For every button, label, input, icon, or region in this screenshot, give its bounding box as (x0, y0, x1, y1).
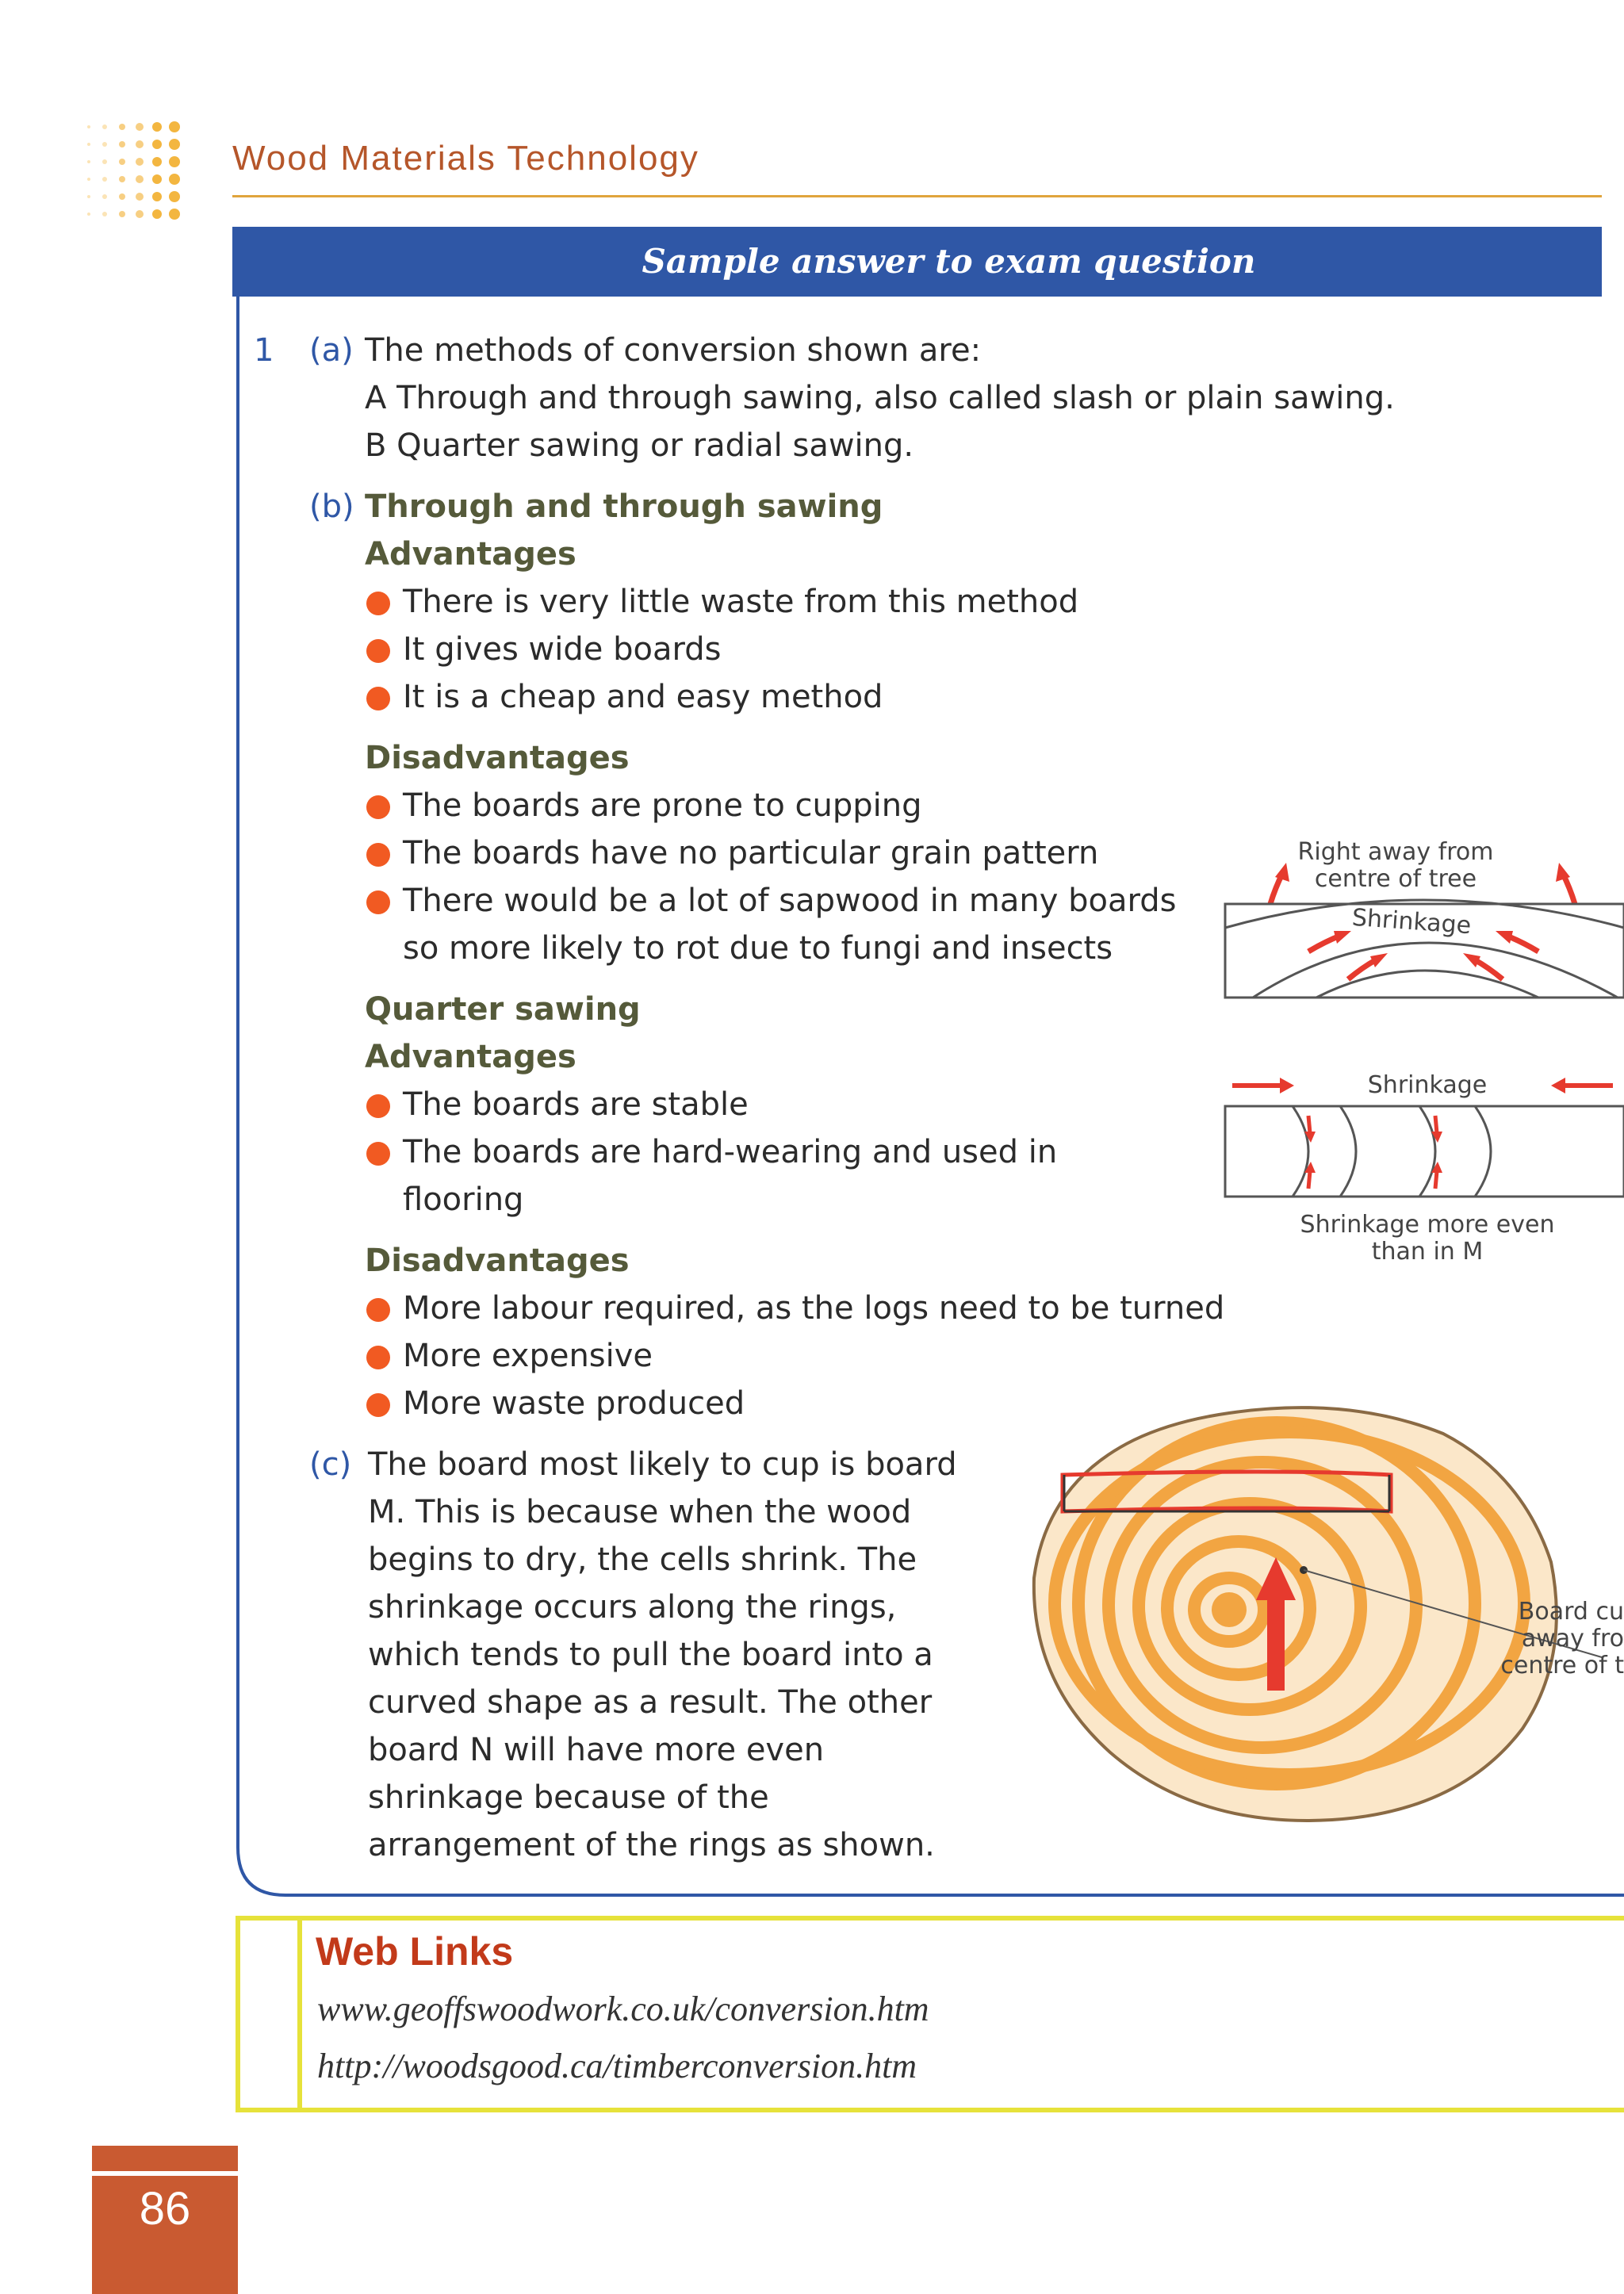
disadvantages-heading: Disadvantages (365, 740, 630, 776)
web-links-stripe (240, 1921, 302, 2108)
fig2-shrinkage-label: Shrinkage (1367, 1071, 1488, 1099)
fig1-shrinkage-label: Shrinkage (1350, 903, 1473, 940)
list-item: More expensive (403, 1338, 653, 1374)
fig1-caption-line1: Right away from (1297, 838, 1494, 866)
banner-title: Sample answer to exam question (642, 242, 1256, 281)
part-c-line: shrinkage because of the (368, 1779, 769, 1816)
bullet-icon (366, 592, 390, 615)
bullet-icon (366, 1393, 390, 1417)
advantages-heading: Advantages (365, 536, 576, 573)
fig2-caption-line1: Shrinkage more even (1300, 1211, 1555, 1239)
question-number: 1 (254, 332, 274, 369)
running-title: Wood Materials Technology (232, 139, 699, 178)
list-item: The boards are stable (403, 1086, 749, 1123)
part-c-line: shrinkage occurs along the rings, (368, 1589, 897, 1626)
part-c-line: which tends to pull the board into a (368, 1637, 933, 1673)
list-item: There is very little waste from this method (403, 584, 1079, 620)
list-item: The boards are prone to cupping (403, 787, 922, 824)
bullet-icon (366, 687, 390, 710)
web-link[interactable]: www.geoffswoodwork.co.uk/conversion.htm (317, 1990, 929, 2028)
bullet-icon (366, 890, 390, 914)
log-caption-line2: away fro (1521, 1625, 1624, 1653)
list-item: More labour required, as the logs need to be turned (403, 1290, 1225, 1327)
list-item-continuation: flooring (403, 1181, 524, 1218)
fig2-caption-line2: than in M (1371, 1238, 1484, 1266)
bullet-icon (366, 1298, 390, 1322)
list-item: It gives wide boards (403, 631, 722, 668)
part-c-line: board N will have more even (368, 1732, 825, 1768)
bullet-icon (366, 1142, 390, 1166)
web-link[interactable]: http://woodsgood.ca/timberconversion.htm (317, 2047, 917, 2085)
part-b-label: (b) (309, 488, 354, 525)
log-caption-line1: Board cu (1518, 1598, 1624, 1626)
part-c-line: curved shape as a result. The other (368, 1684, 933, 1721)
part-a-line-a: A Through and through sawing, also called slash or plain sawing. (365, 380, 1395, 416)
part-a-line-b: B Quarter sawing or radial sawing. (365, 427, 914, 464)
page-number: 86 (139, 2183, 191, 2235)
disadvantages-heading: Disadvantages (365, 1243, 630, 1279)
part-a-label: (a) (309, 332, 354, 369)
part-c-line: M. This is because when the wood (368, 1494, 912, 1530)
fig1-caption-line2: centre of tree (1314, 865, 1477, 893)
list-item: More waste produced (403, 1385, 745, 1422)
quarter-sawing-heading: Quarter sawing (365, 991, 641, 1028)
advantages-heading: Advantages (365, 1039, 576, 1075)
part-c-line: arrangement of the rings as shown. (368, 1827, 935, 1863)
list-item: It is a cheap and easy method (403, 679, 883, 715)
list-item: The boards have no particular grain pattern (403, 835, 1099, 871)
list-item-continuation: so more likely to rot due to fungi and insects (403, 930, 1113, 967)
part-a-intro: The methods of conversion shown are: (365, 332, 982, 369)
web-links-title: Web Links (316, 1929, 514, 1974)
through-sawing-heading: Through and through sawing (365, 488, 883, 525)
part-c-line: begins to dry, the cells shrink. The (368, 1541, 917, 1578)
part-c-label: (c) (309, 1446, 352, 1483)
bullet-icon (366, 1094, 390, 1118)
page-number-bar (92, 2146, 238, 2171)
bullet-icon (366, 1346, 390, 1369)
list-item: The boards are hard-wearing and used in (403, 1134, 1058, 1170)
part-c-line: The board most likely to cup is board (368, 1446, 957, 1483)
list-item: There would be a lot of sapwood in many boards (403, 883, 1177, 919)
bullet-icon (366, 843, 390, 867)
bullet-icon (366, 639, 390, 663)
bullet-icon (366, 795, 390, 819)
log-caption-line3: centre of t (1500, 1652, 1624, 1679)
